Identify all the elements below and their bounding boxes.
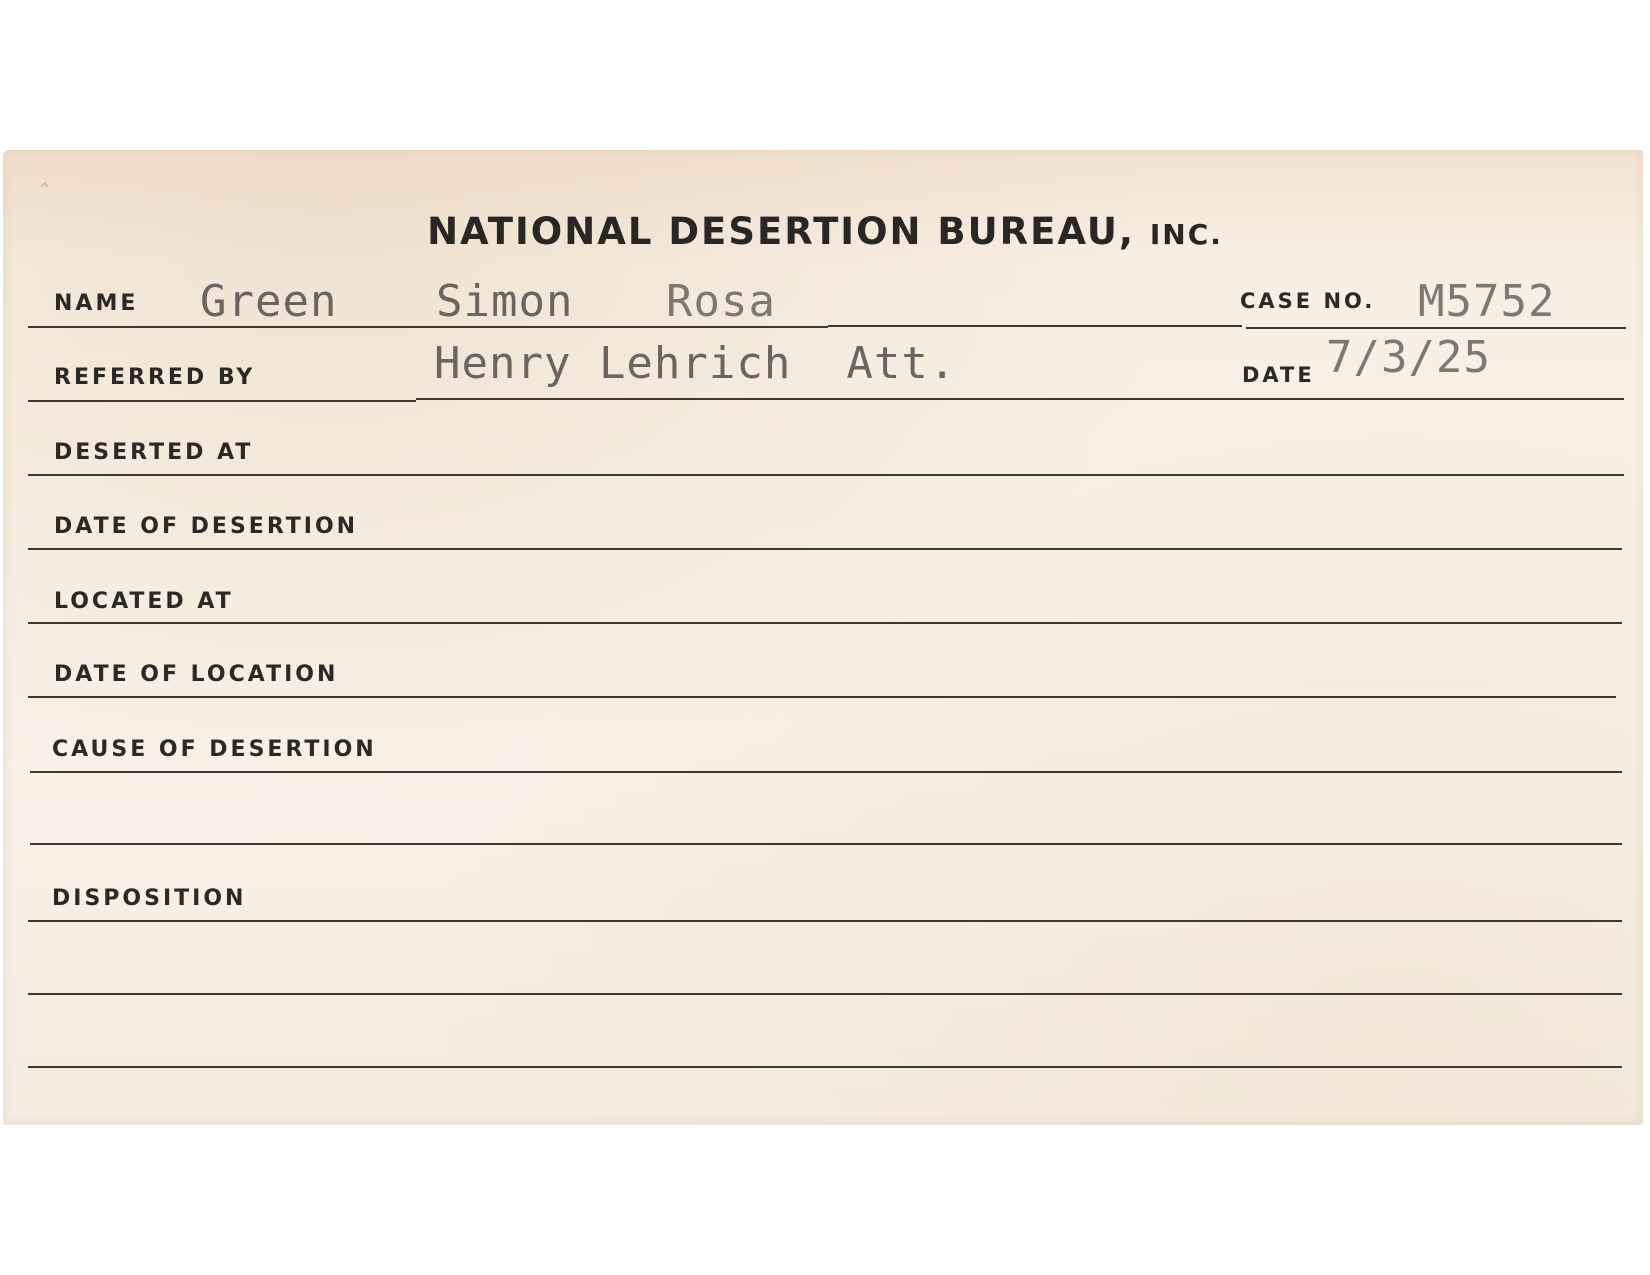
disposition-line-3 — [28, 1066, 1622, 1068]
located-at-label: LOCATED AT — [54, 589, 234, 614]
name-value-last: Green — [200, 276, 338, 327]
card-title-main: NATIONAL DESERTION BUREAU, — [427, 210, 1135, 253]
smudge-mark: ˆ — [38, 180, 51, 210]
name-line — [28, 326, 828, 328]
disposition-line — [28, 920, 1622, 922]
card-title — [0, 210, 1650, 253]
disposition-line-2 — [28, 993, 1622, 995]
card-title-suffix: INC. — [1149, 218, 1223, 251]
date-of-desertion-line — [28, 548, 1622, 550]
date-value: 7/3/25 — [1326, 332, 1491, 383]
date-of-location-label: DATE OF LOCATION — [54, 662, 339, 687]
case-no-value: M5752 — [1418, 276, 1556, 327]
cause-of-desertion-line-2 — [30, 843, 1622, 845]
cause-of-desertion-line — [30, 771, 1622, 773]
deserted-at-label: DESERTED AT — [54, 440, 254, 465]
name-line-mid — [828, 325, 1242, 327]
referred-by-line — [416, 398, 1624, 400]
date-of-location-line — [28, 696, 1616, 698]
name-value-first: Simon — [436, 276, 574, 327]
located-at-line — [28, 622, 1622, 624]
name-label: NAME — [54, 291, 139, 316]
cause-of-desertion-label: CAUSE OF DESERTION — [52, 737, 377, 762]
disposition-label: DISPOSITION — [52, 886, 247, 911]
referred-by-value: Henry Lehrich Att. — [434, 338, 957, 389]
deserted-at-line — [28, 474, 1624, 476]
referred-by-line-start — [28, 400, 416, 402]
referred-by-label: REFERRED BY — [54, 365, 256, 390]
case-no-line — [1246, 327, 1626, 329]
date-of-desertion-label: DATE OF DESERTION — [54, 514, 359, 539]
case-no-label: CASE NO. — [1240, 289, 1376, 313]
date-label: DATE — [1242, 363, 1315, 387]
name-value-spouse: Rosa — [666, 276, 776, 327]
